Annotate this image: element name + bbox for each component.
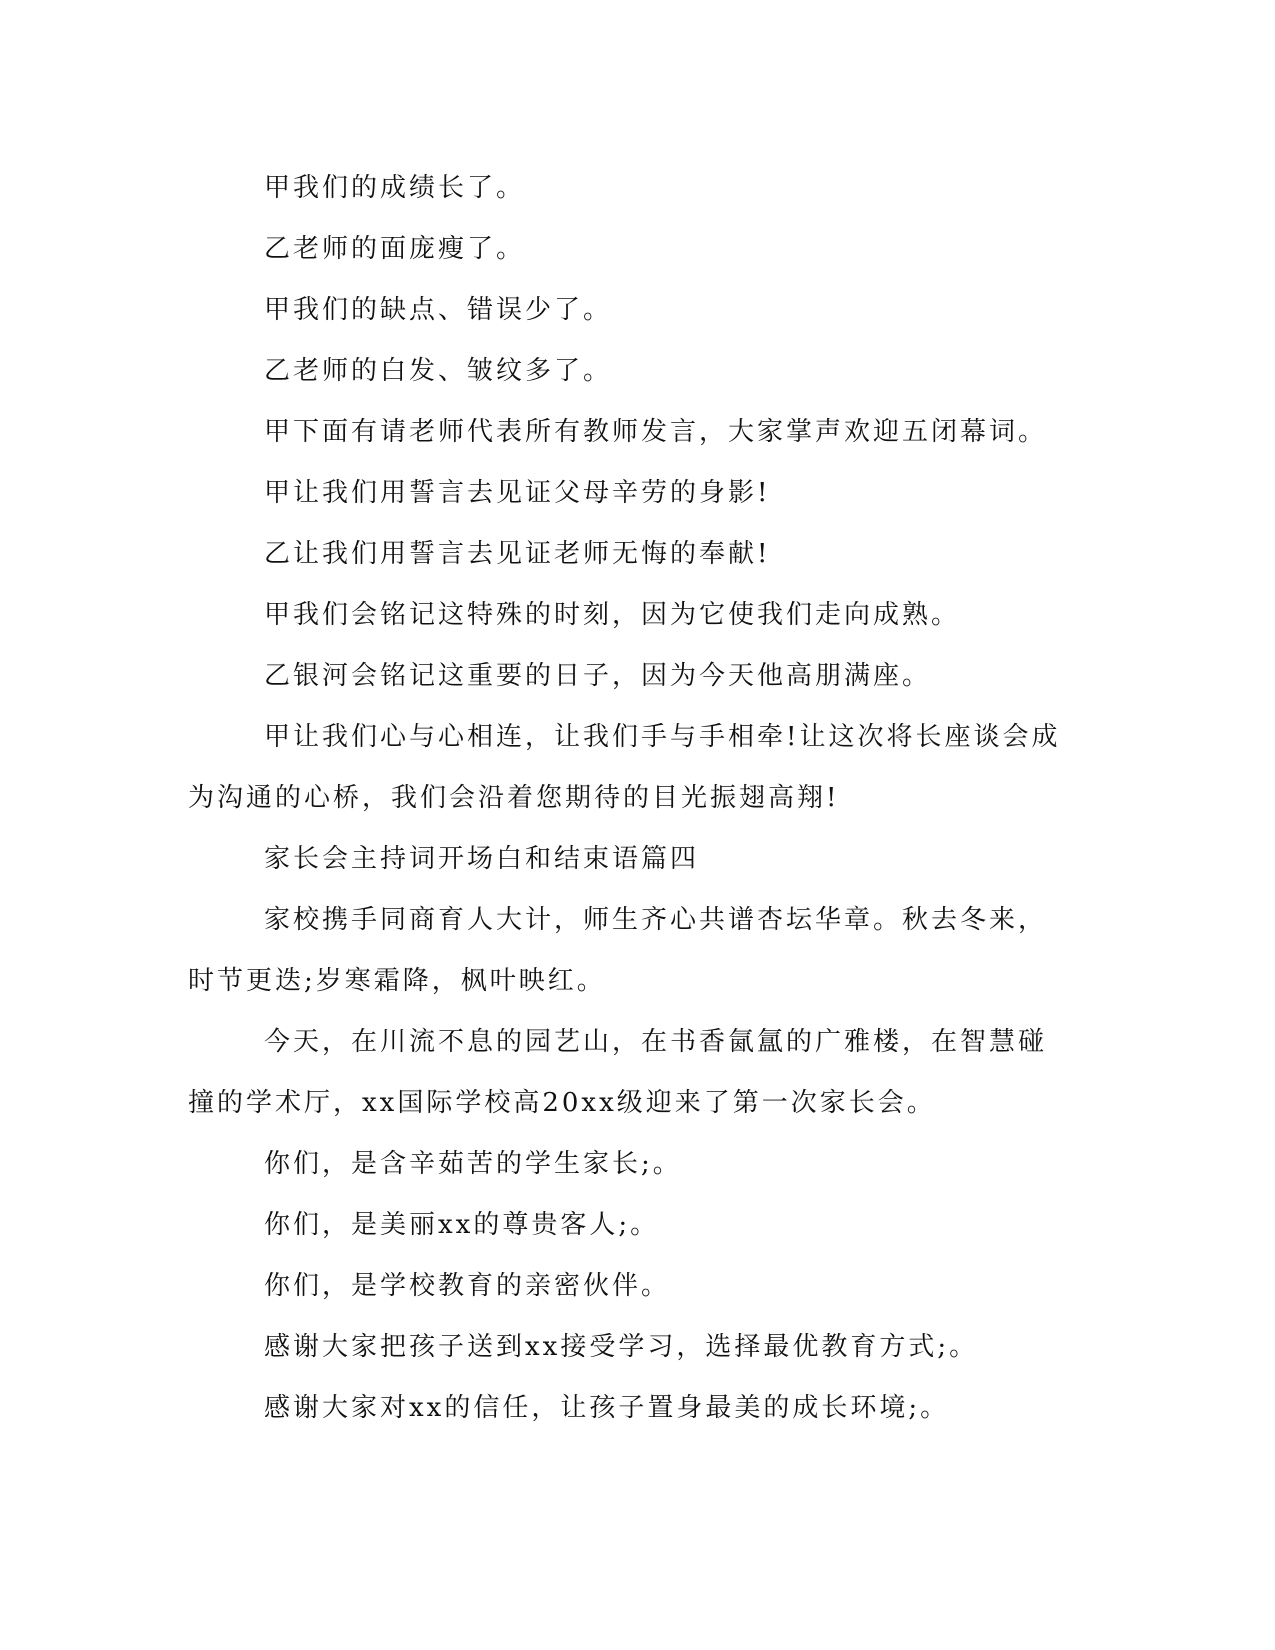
paragraph: 乙老师的白发、皱纹多了。 — [264, 356, 613, 386]
paragraph: 甲我们的缺点、错误少了。 — [264, 295, 613, 325]
paragraph: 家校携手同商育人大计，师生齐心共谱杏坛华章。秋去冬来，时节更迭;岁寒霜降，枫叶映红。 — [188, 905, 1048, 996]
paragraph: 乙银河会铭记这重要的日子，因为今天他高朋满座。 — [264, 661, 932, 691]
paragraph: 甲下面有请老师代表所有教师发言，大家掌声欢迎五闭幕词。 — [264, 417, 1048, 447]
paragraph: 今天，在川流不息的园艺山，在书香氤氲的广雅楼，在智慧碰撞的学术厅，xx国际学校高20xx级迎来了第一次家长会。 — [188, 1027, 1048, 1118]
paragraph: 你们，是美丽xx的尊贵客人;。 — [264, 1210, 660, 1240]
paragraph: 甲我们会铭记这特殊的时刻，因为它使我们走向成熟。 — [264, 600, 961, 630]
paragraph: 感谢大家对xx的信任，让孩子置身最美的成长环境;。 — [264, 1393, 950, 1423]
document-body — [188, 158, 1068, 1439]
paragraph: 甲让我们用誓言去见证父母辛劳的身影! — [264, 478, 771, 508]
section-heading: 家长会主持词开场白和结束语篇四 — [264, 844, 700, 874]
paragraph: 乙让我们用誓言去见证老师无悔的奉献! — [264, 539, 771, 569]
paragraph: 你们，是学校教育的亲密伙伴。 — [264, 1271, 671, 1301]
paragraph: 甲我们的成绩长了。 — [264, 173, 526, 203]
paragraph: 你们，是含辛茹苦的学生家长;。 — [264, 1149, 682, 1179]
paragraph: 甲让我们心与心相连，让我们手与手相牵!让这次将长座谈会成为沟通的心桥，我们会沿着您期待的目光振翅高翔! — [188, 722, 1061, 813]
paragraph: 乙老师的面庞瘦了。 — [264, 234, 526, 264]
paragraph: 感谢大家把孩子送到xx接受学习，选择最优教育方式;。 — [264, 1332, 979, 1362]
